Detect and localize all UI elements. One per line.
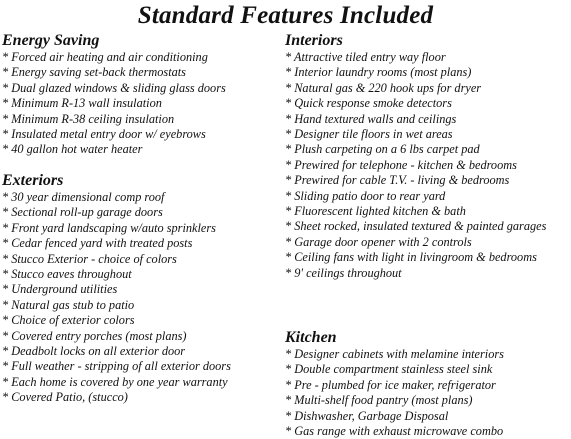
list-item: * Covered Patio, (stucco) xyxy=(2,390,128,405)
list-item: * Stucco Exterior - choice of colors xyxy=(2,251,177,266)
list-item: * Designer cabinets with melamine interiors xyxy=(285,347,504,361)
exteriors-heading: Exteriors xyxy=(2,172,64,189)
list-item: * Sliding patio door to rear yard xyxy=(285,188,446,203)
list-item: * 30 year dimensional comp roof xyxy=(2,190,165,204)
list-item: * Natural gas & 220 hook ups for dryer xyxy=(285,80,482,95)
list-item: * Front yard landscaping w/auto sprinklers xyxy=(2,220,216,235)
kitchen-heading: Kitchen xyxy=(285,329,337,346)
exteriors-list xyxy=(2,190,231,406)
interiors-section xyxy=(285,32,546,281)
list-item: * Fluorescent lighted kitchen & bath xyxy=(285,204,466,219)
list-item: * 40 gallon hot water heater xyxy=(2,142,143,157)
list-item: * Stucco eaves throughout xyxy=(2,267,132,282)
list-item: * Plush carpeting on a 6 lbs carpet pad xyxy=(285,142,480,157)
list-item: * Forced air heating and air conditioning xyxy=(2,50,208,64)
exteriors-section xyxy=(2,172,231,406)
energy-saving-list xyxy=(2,50,226,158)
list-item: * Interior laundry rooms (most plans) xyxy=(285,65,472,80)
list-item: * Underground utilities xyxy=(2,282,118,297)
list-item: * Ceiling fans with light in livingroom & bedrooms xyxy=(285,250,537,265)
list-item: * Deadbolt locks on all exterior door xyxy=(2,344,186,359)
list-item: * Minimum R-38 ceiling insulation xyxy=(2,111,175,126)
list-item: * Sheet rocked, insulated textured & painted garages xyxy=(285,219,547,234)
list-item: * Attractive tiled entry way floor xyxy=(285,50,446,64)
list-item: * Choice of exterior colors xyxy=(2,313,135,328)
list-item: * Cedar fenced yard with treated posts xyxy=(2,236,193,251)
list-item: * Dual glazed windows & sliding glass doors xyxy=(2,80,226,95)
list-item: * Sectional roll-up garage doors xyxy=(2,205,163,220)
list-item: * Quick response smoke detectors xyxy=(285,96,452,111)
list-item: * Insulated metal entry door w/ eyebrows xyxy=(2,127,206,142)
energy-saving-heading: Energy Saving xyxy=(2,32,100,49)
list-item: * Minimum R-13 wall insulation xyxy=(2,96,162,111)
kitchen-list xyxy=(285,347,504,439)
list-item: * Dishwasher, Garbage Disposal xyxy=(285,408,449,423)
list-item: * 9' ceilings throughout xyxy=(285,265,402,280)
list-item: * Natural gas stub to patio xyxy=(2,297,135,312)
interiors-heading: Interiors xyxy=(285,32,343,49)
list-item: * Pre - plumbed for ice maker, refrigerator xyxy=(285,377,496,392)
page-title: Standard Features Included xyxy=(137,2,434,29)
list-item: * Double compartment stainless steel sink xyxy=(285,362,493,377)
list-item: * Multi-shelf food pantry (most plans) xyxy=(285,393,473,408)
list-item: * Prewired for telephone - kitchen & bedrooms xyxy=(285,157,517,172)
list-item: * Hand textured walls and ceilings xyxy=(285,111,457,126)
energy-saving-section xyxy=(2,32,226,158)
list-item: * Garage door opener with 2 controls xyxy=(285,234,472,249)
list-item: * Energy saving set-back thermostats xyxy=(2,65,186,80)
list-item: * Full weather - stripping of all exterior doors xyxy=(2,359,231,374)
list-item: * Covered entry porches (most plans) xyxy=(2,328,187,343)
list-item: * Prewired for cable T.V. - living & bedrooms xyxy=(285,173,510,188)
list-item: * Each home is covered by one year warranty xyxy=(2,374,228,389)
interiors-list xyxy=(285,50,546,281)
list-item: * Designer tile floors in wet areas xyxy=(285,127,453,142)
list-item: * Gas range with exhaust microwave combo xyxy=(285,424,504,439)
kitchen-section xyxy=(285,329,504,439)
